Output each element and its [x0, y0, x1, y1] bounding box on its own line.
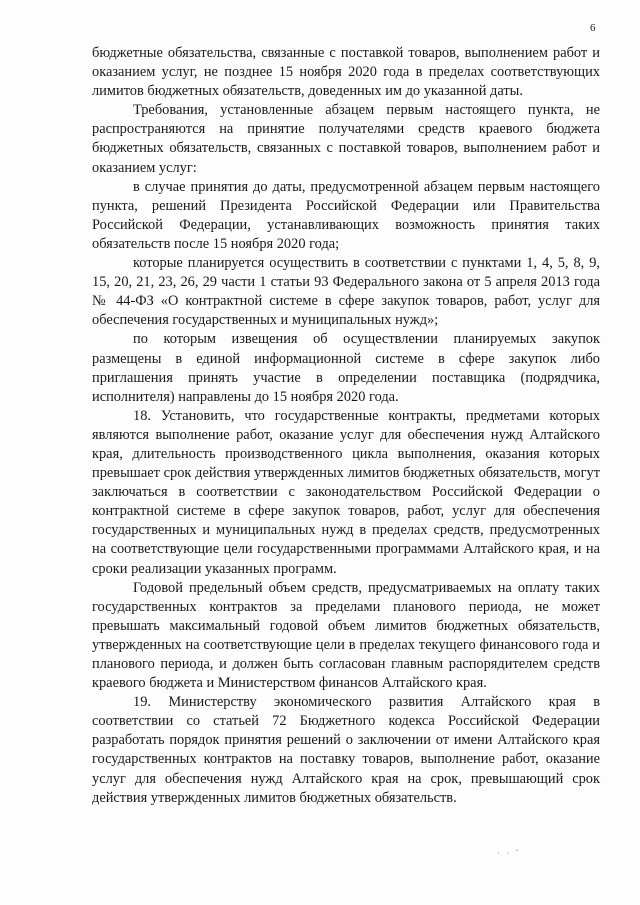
paragraph-item-19: 19. Министерству экономического развития Алтайского края в соответствии со статьей 72 Бюджетного кодекса Российской Федерации разработать порядок принятия решений о заключении от имени Алтайского края государственных контрактов на поставку товаров, выполнение работ, оказание услуг для обеспечения нужд Алтайского края на срок, превышающий срок действия утвержденных лимитов бюджетных обязательств.	[92, 694, 600, 806]
document-body	[92, 44, 600, 808]
scan-speck: · · ˇ	[497, 848, 521, 858]
paragraph-item-18: 18. Установить, что государственные контракты, предметами которых являются выполнение работ, оказание услуг для обеспечения нужд Алтайского края, длительность производственного цикла выполнения, оказания которых превышает срок действия утвержденных лимитов бюджетных обязательств, могут заключаться в соответствии с законодательством Российской Федерации о контрактной системе в сфере закупок товаров, работ, услуг для обеспечения государственных и муниципальных нужд в пределах средств, предусмотренных на соответствующие цели государственными программами Алтайского края, и на сроки реализации указанных программ.	[92, 407, 600, 577]
paragraph-annual-limit: Годовой предельный объем средств, предусматриваемых на оплату таких государственных контрактов за пределами планового периода, не может превышать максимальный годовой объем лимитов бюджетных обязательств, утвержденных на соответствующие цели в пределах текущего финансового года и планового периода, и должен быть согласован главным распорядителем средств краевого бюджета и Министерством финансов Алтайского края.	[92, 579, 600, 692]
paragraph-continuation: бюджетные обязательства, связанные с поставкой товаров, выполнением работ и оказанием услуг, не позднее 15 ноября 2020 года в пределах соответствующих лимитов бюджетных обязательств, доведенных им до указанной даты.	[92, 45, 600, 100]
page-number: 6	[590, 22, 596, 34]
paragraph-exception-notices: по которым извещения об осуществлении планируемых закупок размещены в единой информационной системе в сфере закупок либо приглашения принять участие в определении поставщика (подрядчика, исполнителя) направлены до 15 ноября 2020 года.	[92, 331, 600, 405]
paragraph-exception-decisions: в случае принятия до даты, предусмотренной абзацем первым настоящего пункта, решений Президента Российской Федерации или Правительства Российской Федерации, устанавливающих возможность принятия таких обязательств после 15 ноября 2020 года;	[92, 178, 600, 252]
paragraph-exception-article-93: которые планируется осуществить в соответствии с пунктами 1, 4, 5, 8, 9, 15, 20, 21, 23, 26, 29 части 1 статьи 93 Федерального закона от 5 апреля 2013 года № 44-ФЗ «О контрактной системе в сфере закупок товаров, работ, услуг для обеспечения государственных и муниципальных нужд»;	[92, 255, 600, 329]
paragraph-requirements: Требования, установленные абзацем первым настоящего пункта, не распространяются на принятие получателями средств краевого бюджета бюджетных обязательств, связанных с поставкой товаров, выполнением работ и оказанием услуг:	[92, 102, 600, 176]
